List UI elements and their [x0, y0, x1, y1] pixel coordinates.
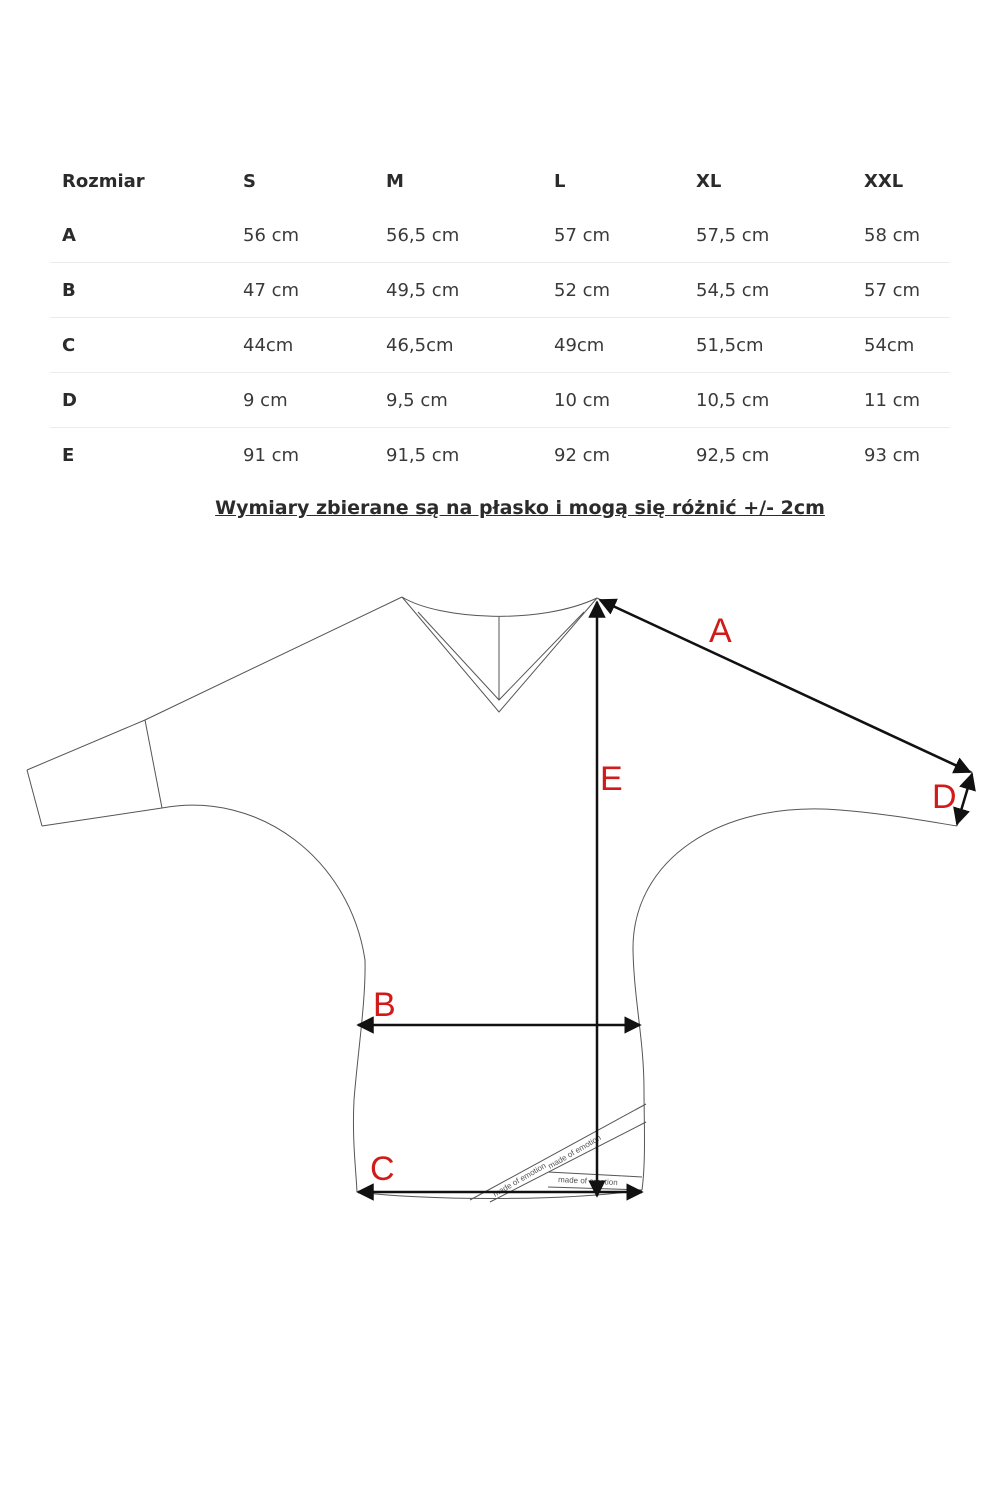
left-shoulder-line: [145, 597, 402, 720]
hem-tape-lower: [490, 1122, 646, 1202]
header-cell: M: [386, 170, 404, 192]
label-b: B: [373, 986, 396, 1024]
row-label: C: [62, 334, 76, 356]
left-sleeve-top: [27, 720, 145, 770]
hem-tape-upper: [470, 1104, 646, 1200]
table-cell: 10,5 cm: [696, 389, 770, 411]
label-c: C: [370, 1150, 395, 1188]
table-cell: 92,5 cm: [696, 444, 770, 466]
neckline-inner: [418, 612, 584, 700]
table-cell: 56 cm: [243, 224, 300, 246]
tape-text: made of emotion: [491, 1161, 548, 1199]
hem-tape-small-2: [548, 1187, 642, 1190]
label-a: A: [709, 612, 732, 650]
table-cell: 10 cm: [554, 389, 611, 411]
row-label: A: [62, 224, 76, 246]
table-cell: 9,5 cm: [386, 389, 448, 411]
table-cell: 44cm: [243, 334, 294, 356]
table-cell: 54cm: [864, 334, 915, 356]
left-cuff: [27, 770, 42, 826]
table-cell: 56,5 cm: [386, 224, 460, 246]
header-cell: L: [554, 170, 566, 192]
label-e: E: [600, 760, 623, 798]
table-cell: 47 cm: [243, 279, 300, 301]
header-cell: Rozmiar: [62, 170, 145, 192]
table-cell: 58 cm: [864, 224, 921, 246]
measurement-note: Wymiary zbierane są na płasko i mogą się różnić +/- 2cm: [215, 497, 825, 519]
left-sleeve-bottom: [42, 808, 162, 826]
tape-text: made of emotion: [557, 1175, 618, 1188]
label-d: D: [932, 778, 957, 816]
tape-text: made of emotion: [546, 1133, 603, 1171]
table-cell: 51,5cm: [696, 334, 764, 356]
table-cell: 57 cm: [554, 224, 611, 246]
row-label: E: [62, 444, 75, 466]
table-cell: 52 cm: [554, 279, 611, 301]
neckline-back: [402, 597, 597, 616]
table-cell: 11 cm: [864, 389, 921, 411]
row-label: D: [62, 389, 77, 411]
table-cell: 92 cm: [554, 444, 611, 466]
table-cell: 49,5 cm: [386, 279, 460, 301]
table-cell: 91,5 cm: [386, 444, 460, 466]
table-cell: 57,5 cm: [696, 224, 770, 246]
row-label: B: [62, 279, 76, 301]
left-sleeve-seam: [145, 720, 162, 808]
table-cell: 49cm: [554, 334, 605, 356]
table-cell: 9 cm: [243, 389, 288, 411]
measurement-lines: [358, 600, 972, 1196]
table-cell: 91 cm: [243, 444, 300, 466]
measure-d-line: [957, 774, 972, 824]
measurement-labels: [370, 612, 957, 1188]
table-cell: 54,5 cm: [696, 279, 770, 301]
right-underarm-curve: [633, 809, 957, 1190]
header-cell: XXL: [864, 170, 904, 192]
measure-a-line: [600, 600, 970, 772]
table-cell: 93 cm: [864, 444, 921, 466]
table-cell: 46,5cm: [386, 334, 454, 356]
table-cell: 57 cm: [864, 279, 921, 301]
header-cell: S: [243, 170, 256, 192]
left-underarm-curve: [162, 805, 365, 1192]
garment-outline: [27, 597, 972, 1202]
header-cell: XL: [696, 170, 722, 192]
